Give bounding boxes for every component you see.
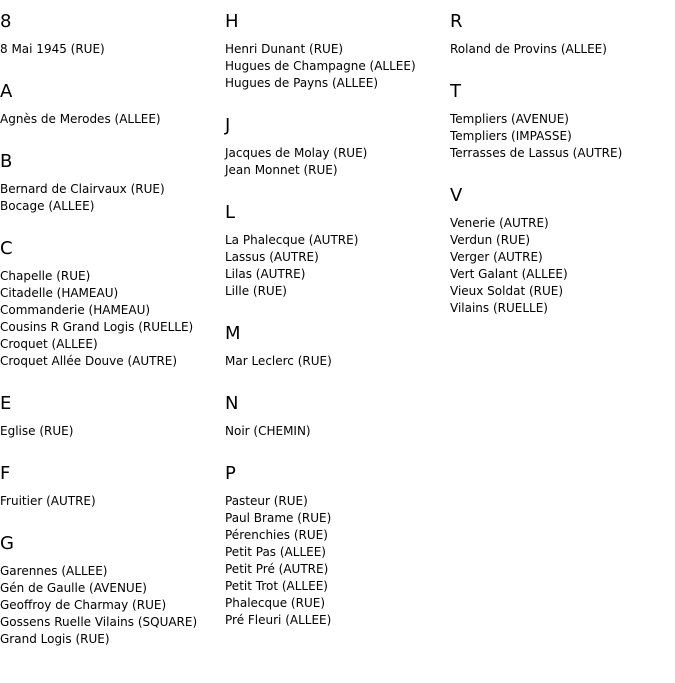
street-list-item	[225, 612, 447, 629]
street-list-item	[225, 510, 447, 527]
street-link[interactable]: Verger (AUTRE)	[450, 250, 543, 264]
letter-group	[0, 452, 222, 510]
street-list-item	[0, 111, 222, 128]
street-list	[0, 423, 222, 440]
street-list-item	[450, 41, 675, 58]
letter-group	[225, 191, 447, 300]
letter-heading: H	[225, 11, 239, 32]
street-list-item	[450, 111, 675, 128]
street-list-item	[0, 563, 222, 580]
street-list-item	[450, 215, 675, 232]
street-link[interactable]: Petit Pré (AUTRE)	[225, 562, 329, 576]
letter-group	[225, 312, 447, 370]
street-link[interactable]: Jacques de Molay (RUE)	[225, 146, 368, 160]
letter-group	[225, 104, 447, 179]
street-link[interactable]: Hugues de Payns (ALLEE)	[225, 76, 379, 90]
letter-group	[0, 140, 222, 215]
street-list-item	[450, 300, 675, 317]
street-link[interactable]: La Phalecque (AUTRE)	[225, 233, 359, 247]
letter-heading: A	[0, 81, 13, 102]
letter-heading: J	[225, 115, 231, 136]
street-list-item	[0, 302, 222, 319]
street-list-item	[225, 283, 447, 300]
street-link[interactable]: Templiers (AVENUE)	[450, 112, 569, 126]
letter-heading: R	[450, 11, 463, 32]
street-link[interactable]: Henri Dunant (RUE)	[225, 42, 344, 56]
street-link[interactable]: Hugues de Champagne (ALLEE)	[225, 59, 416, 73]
street-list	[225, 493, 447, 629]
street-link[interactable]: Croquet Allée Douve (AUTRE)	[0, 354, 178, 368]
street-link[interactable]: Venerie (AUTRE)	[450, 216, 549, 230]
street-list-item	[225, 232, 447, 249]
street-link[interactable]: Petit Pas (ALLEE)	[225, 545, 326, 559]
letter-heading: P	[225, 463, 236, 484]
letter-group	[225, 452, 447, 629]
street-list-item	[225, 162, 447, 179]
letter-group	[450, 70, 675, 162]
street-link[interactable]: Citadelle (HAMEAU)	[0, 286, 119, 300]
street-link[interactable]: Jean Monnet (RUE)	[225, 163, 338, 177]
street-link[interactable]: Roland de Provins (ALLEE)	[450, 42, 607, 56]
street-index-column-3	[450, 0, 675, 329]
street-list-item	[450, 232, 675, 249]
street-link[interactable]: Terrasses de Lassus (AUTRE)	[450, 146, 623, 160]
street-link[interactable]: Vert Galant (ALLEE)	[450, 267, 568, 281]
street-list	[0, 111, 222, 128]
letter-group	[450, 0, 675, 58]
letter-group	[0, 0, 222, 58]
letter-heading: E	[0, 393, 12, 414]
street-link[interactable]: Agnès de Merodes (ALLEE)	[0, 112, 161, 126]
street-list-item	[0, 285, 222, 302]
street-link[interactable]: Chapelle (RUE)	[0, 269, 91, 283]
letter-heading: B	[0, 151, 13, 172]
street-list-item	[450, 249, 675, 266]
street-list	[225, 41, 447, 92]
street-list	[225, 232, 447, 300]
street-list-item	[225, 493, 447, 510]
street-link[interactable]: Garennes (ALLEE)	[0, 564, 108, 578]
street-link[interactable]: Petit Trot (ALLEE)	[225, 579, 328, 593]
street-list-item	[450, 283, 675, 300]
street-list-item	[450, 145, 675, 162]
street-link[interactable]: Cousins R Grand Logis (RUELLE)	[0, 320, 194, 334]
letter-heading: C	[0, 238, 13, 259]
street-link[interactable]: Lassus (AUTRE)	[225, 250, 319, 264]
street-link[interactable]: Fruitier (AUTRE)	[0, 494, 96, 508]
street-list-item	[225, 41, 447, 58]
street-link[interactable]: Croquet (ALLEE)	[0, 337, 98, 351]
street-index-column-1	[0, 0, 222, 660]
street-list	[450, 41, 675, 58]
street-list-item	[225, 527, 447, 544]
street-link[interactable]: Bocage (ALLEE)	[0, 199, 95, 213]
letter-heading: V	[450, 185, 463, 206]
street-list-item	[450, 128, 675, 145]
street-list-item	[225, 75, 447, 92]
street-list-item	[0, 423, 222, 440]
street-link[interactable]: Phalecque (RUE)	[225, 596, 325, 610]
street-list	[225, 353, 447, 370]
street-link[interactable]: Lille (RUE)	[225, 284, 287, 298]
street-list-item	[450, 266, 675, 283]
street-link[interactable]: 8 Mai 1945 (RUE)	[0, 42, 105, 56]
street-list	[225, 423, 447, 440]
street-link[interactable]: Pérenchies (RUE)	[225, 528, 328, 542]
street-list-item	[225, 544, 447, 561]
street-list-item	[225, 266, 447, 283]
street-list	[0, 268, 222, 370]
letter-heading: 8	[0, 11, 12, 32]
letter-heading: M	[225, 323, 241, 344]
street-list-item	[225, 249, 447, 266]
letter-group	[0, 382, 222, 440]
street-list-item	[0, 353, 222, 370]
letter-group	[0, 522, 222, 648]
street-link[interactable]: Pré Fleuri (ALLEE)	[225, 613, 332, 627]
street-list-item	[0, 597, 222, 614]
street-list-item	[0, 493, 222, 510]
street-list	[225, 145, 447, 179]
street-list-item	[225, 58, 447, 75]
street-list-item	[0, 268, 222, 285]
street-list	[0, 41, 222, 58]
street-list	[0, 181, 222, 215]
street-list-item	[225, 145, 447, 162]
street-index-column-2	[225, 0, 447, 641]
street-list-item	[0, 336, 222, 353]
street-link[interactable]: Bernard de Clairvaux (RUE)	[0, 182, 165, 196]
street-link[interactable]: Lilas (AUTRE)	[225, 267, 306, 281]
street-link[interactable]: Mar Leclerc (RUE)	[225, 354, 332, 368]
street-list	[450, 111, 675, 162]
street-list-item	[0, 631, 222, 648]
letter-group	[450, 174, 675, 317]
street-link[interactable]: Commanderie (HAMEAU)	[0, 303, 151, 317]
letter-heading: G	[0, 533, 14, 554]
letter-heading: T	[450, 81, 461, 102]
street-list-item	[0, 198, 222, 215]
street-link[interactable]: Pasteur (RUE)	[225, 494, 308, 508]
street-link[interactable]: Templiers (IMPASSE)	[450, 129, 572, 143]
street-list-item	[0, 580, 222, 597]
street-link[interactable]: Grand Logis (RUE)	[0, 632, 110, 646]
street-list-item	[0, 614, 222, 631]
letter-heading: L	[225, 202, 236, 223]
street-list-item	[225, 561, 447, 578]
street-list-item	[225, 353, 447, 370]
street-link[interactable]: Noir (CHEMIN)	[225, 424, 311, 438]
street-list-item	[225, 578, 447, 595]
street-link[interactable]: Eglise (RUE)	[0, 424, 74, 438]
street-list	[450, 215, 675, 317]
street-list-item	[225, 423, 447, 440]
street-link[interactable]: Vilains (RUELLE)	[450, 301, 548, 315]
street-list-item	[0, 181, 222, 198]
letter-heading: N	[225, 393, 239, 414]
letter-heading: F	[0, 463, 11, 484]
street-list-item	[0, 319, 222, 336]
street-link[interactable]: Gossens Ruelle Vilains (SQUARE)	[0, 615, 198, 629]
street-link[interactable]: Verdun (RUE)	[450, 233, 531, 247]
letter-group	[0, 227, 222, 370]
street-list-item	[0, 41, 222, 58]
street-link[interactable]: Paul Brame (RUE)	[225, 511, 332, 525]
street-list	[0, 493, 222, 510]
letter-group	[0, 70, 222, 128]
street-list-item	[225, 595, 447, 612]
street-link[interactable]: Vieux Soldat (RUE)	[450, 284, 564, 298]
letter-group	[225, 0, 447, 92]
letter-group	[225, 382, 447, 440]
street-list	[0, 563, 222, 648]
street-link[interactable]: Gén de Gaulle (AVENUE)	[0, 581, 147, 595]
street-link[interactable]: Geoffroy de Charmay (RUE)	[0, 598, 167, 612]
